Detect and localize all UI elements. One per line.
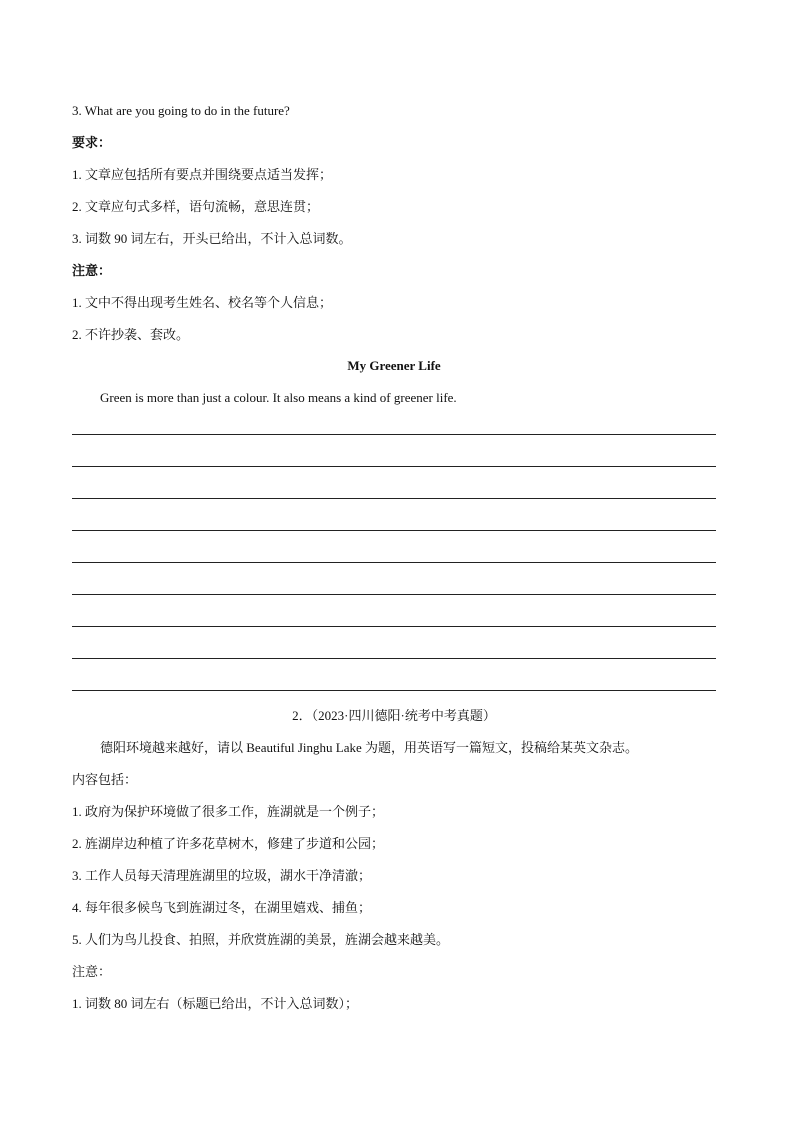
writing-line xyxy=(72,498,716,499)
question-2-header: 2．（2023·四川德阳·统考中考真题） xyxy=(292,708,496,723)
content-item-2: 2. 旌湖岸边种植了许多花草树木，修建了步道和公园； xyxy=(72,836,385,851)
content-item-3: 3. 工作人员每天清理旌湖里的垃圾，湖水干净清澈； xyxy=(72,868,372,883)
question-2-note-1: 1. 词数 80 词左右（标题已给出，不计入总词数）； xyxy=(72,996,359,1011)
requirements-heading: 要求： xyxy=(72,135,112,150)
notes-heading: 注意： xyxy=(72,263,112,278)
writing-line xyxy=(72,626,716,627)
question-2-prompt: 德阳环境越来越好，请以 Beautiful Jinghu Lake 为题，用英语写一篇短文，投稿给某英文杂志。 xyxy=(100,740,639,755)
requirement-1: 1. 文章应包括所有要点并围绕要点适当发挥； xyxy=(72,167,333,182)
writing-line xyxy=(72,434,716,435)
writing-line xyxy=(72,530,716,531)
writing-line xyxy=(72,658,716,659)
note-1: 1. 文中不得出现考生姓名、校名等个人信息； xyxy=(72,295,333,310)
question-2-notes-heading: 注意： xyxy=(72,964,112,979)
essay-opening: Green is more than just a colour. It also means a kind of greener life. xyxy=(100,390,457,405)
note-2: 2. 不许抄袭、套改。 xyxy=(72,327,190,342)
writing-line xyxy=(72,594,716,595)
requirement-2: 2. 文章应句式多样，语句流畅，意思连贯； xyxy=(72,199,320,214)
writing-line xyxy=(72,690,716,691)
content-item-5: 5. 人们为鸟儿投食、拍照，并欣赏旌湖的美景，旌湖会越来越美。 xyxy=(72,932,450,947)
question-point-3: 3. What are you going to do in the future? xyxy=(72,103,290,118)
content-item-4: 4. 每年很多候鸟飞到旌湖过冬，在湖里嬉戏、捕鱼； xyxy=(72,900,372,915)
requirement-3: 3. 词数 90 词左右，开头已给出，不计入总词数。 xyxy=(72,231,352,246)
content-item-1: 1. 政府为保护环境做了很多工作，旌湖就是一个例子； xyxy=(72,804,385,819)
writing-line xyxy=(72,562,716,563)
content-heading: 内容包括： xyxy=(72,772,138,787)
writing-line xyxy=(72,466,716,467)
essay-title: My Greener Life xyxy=(347,358,441,373)
